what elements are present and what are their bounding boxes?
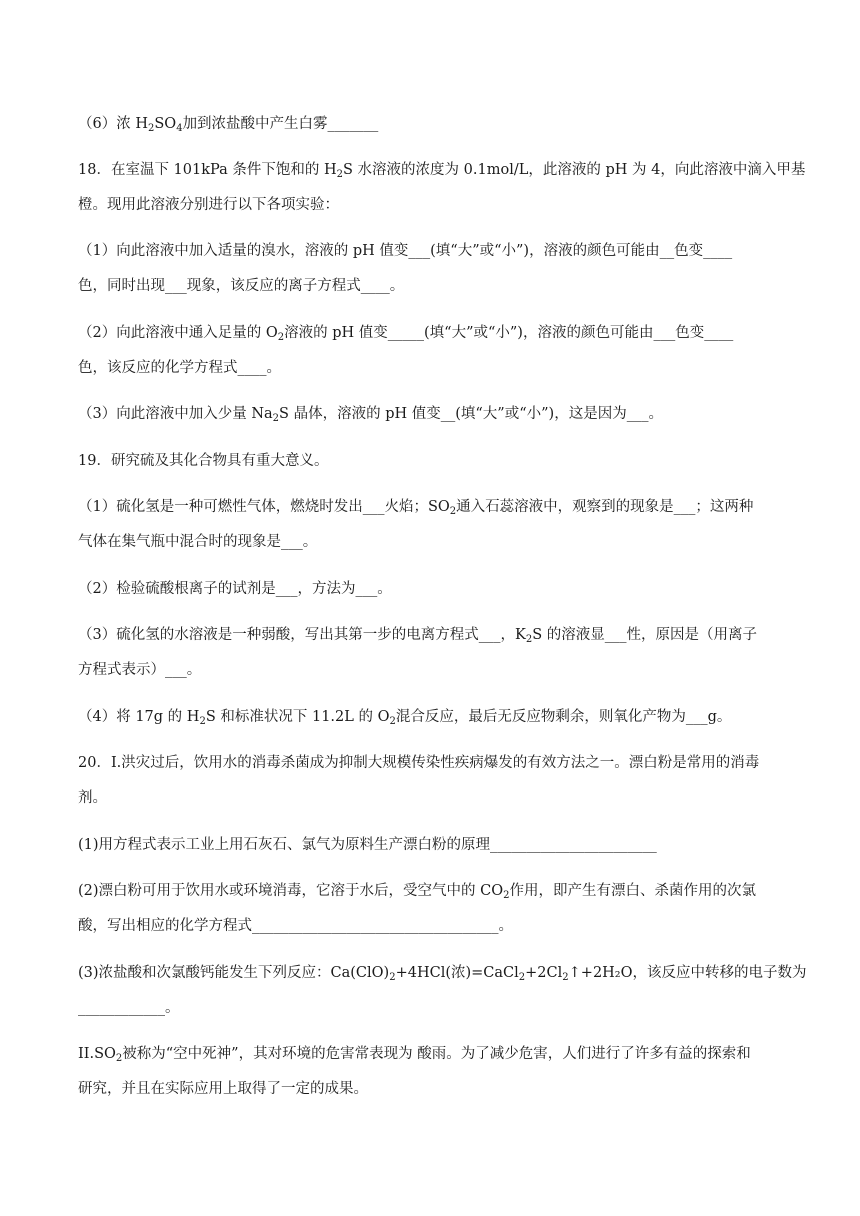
text: S 的溶液显___性，原因是（用离子 bbox=[532, 627, 757, 643]
text: +4HCl(浓)=CaCl bbox=[395, 965, 519, 981]
question-18-stem bbox=[78, 160, 805, 180]
subscript: 2 bbox=[449, 506, 457, 517]
text: 加到浓盐酸中产生白雾_______ bbox=[182, 116, 379, 132]
question-19-2: （2）检验硫酸根离子的试剂是___，方法为___。 bbox=[78, 581, 392, 597]
text: +2Cl bbox=[525, 965, 563, 981]
question-19-1-cont: 气体在集气瓶中混合时的现象是___。 bbox=[78, 534, 318, 550]
question-20-2 bbox=[78, 881, 756, 901]
subscript: 2 bbox=[272, 413, 280, 424]
question-19-stem: 19．研究硫及其化合物具有重大意义。 bbox=[78, 453, 329, 469]
question-19-3 bbox=[78, 625, 757, 645]
question-20-II bbox=[78, 1044, 751, 1064]
text: S 水溶液的浓度为 0.1mol/L，此溶液的 pH 为 4，向此溶液中滴入甲基 bbox=[343, 162, 806, 178]
subscript: 2 bbox=[389, 972, 396, 983]
text: (3)浓盐酸和次氯酸钙能发生下列反应：Ca(ClO) bbox=[78, 965, 390, 981]
question-18-stem-cont: 橙。现用此溶液分别进行以下各项实验： bbox=[78, 197, 339, 213]
subscript: 2 bbox=[389, 716, 396, 727]
question-19-3-cont: 方程式表示）___。 bbox=[78, 662, 202, 678]
subscript: 2 bbox=[336, 169, 344, 180]
text: SO bbox=[154, 116, 177, 132]
text: 被称为“空中死神”，其对环境的危害常表现为 酸雨。为了减少危害，人们进行了许多有益的探索和 bbox=[122, 1046, 751, 1062]
text: （1）硫化氢是一种可燃性气体，燃烧时发出___火焰；SO bbox=[78, 499, 450, 515]
question-18-1-cont: 色，同时出现___现象，该反应的离子方程式____。 bbox=[78, 278, 405, 294]
subscript: 2 bbox=[277, 332, 285, 343]
text: 作用，即产生有漂白、杀菌作用的次氯 bbox=[509, 883, 757, 899]
question-17-6 bbox=[78, 114, 378, 134]
text: （6）浓 H bbox=[78, 116, 148, 132]
question-18-1: （1）向此溶液中加入适量的溴水，溶液的 pH 值变___(填“大”或“小”)，溶液的颜色可能由__色变____ bbox=[78, 243, 733, 259]
question-18-2 bbox=[78, 323, 733, 343]
subscript: 2 bbox=[199, 716, 206, 727]
subscript: 2 bbox=[525, 634, 533, 645]
text: ↑+2H₂O，该反应中转移的电子数为 bbox=[568, 965, 807, 981]
text: (2)漂白粉可用于饮用水或环境消毒，它溶于水后，受空气中的 CO bbox=[78, 883, 504, 899]
question-20-stem-cont: 剂。 bbox=[78, 790, 107, 806]
question-20-3-cont: ____________。 bbox=[78, 1000, 180, 1016]
question-20-1: (1)用方程式表示工业上用石灰石、氯气为原料生产漂白粉的原理_______________________ bbox=[78, 837, 657, 853]
question-19-4 bbox=[78, 707, 731, 727]
text: 溶液的 pH 值变_____(填“大”或“小”)，溶液的颜色可能由___色变____ bbox=[284, 325, 734, 341]
question-20-II-cont: 研究，并且在实际应用上取得了一定的成果。 bbox=[78, 1081, 368, 1097]
subscript: 2 bbox=[503, 890, 510, 901]
text: （3）硫化氢的水溶液是一种弱酸，写出其第一步的电离方程式___，K bbox=[78, 627, 526, 643]
question-18-2-cont: 色，该反应的化学方程式____。 bbox=[78, 360, 281, 376]
question-18-3 bbox=[78, 404, 663, 424]
question-20-stem: 20．I.洪灾过后，饮用水的消毒杀菌成为抑制大规模传染性疾病爆发的有效方法之一。漂白粉是常用的消毒 bbox=[78, 755, 760, 771]
text: S 和标准状况下 11.2L 的 O bbox=[205, 709, 390, 725]
text: （2）向此溶液中通入足量的 O bbox=[78, 325, 278, 341]
subscript: 4 bbox=[176, 123, 183, 134]
text: 18．在室温下 101kPa 条件下饱和的 H bbox=[78, 162, 337, 178]
subscript: 2 bbox=[147, 123, 155, 134]
text: S 晶体，溶液的 pH 值变__(填“大”或“小”)，这是因为___。 bbox=[279, 406, 663, 422]
text: 混合反应，最后无反应物剩余，则氧化产物为___g。 bbox=[395, 709, 732, 725]
text: （4）将 17g 的 H bbox=[78, 709, 200, 725]
question-20-2-cont: 酸，写出相应的化学方程式__________________________________。 bbox=[78, 918, 513, 934]
text: 通入石蕊溶液中，观察到的现象是___；这两种 bbox=[456, 499, 754, 515]
subscript: 2 bbox=[562, 972, 569, 983]
question-19-1 bbox=[78, 497, 753, 517]
subscript: 2 bbox=[518, 972, 526, 983]
text: （3）向此溶液中加入少量 Na bbox=[78, 406, 273, 422]
text: II.SO bbox=[78, 1046, 116, 1062]
subscript: 2 bbox=[115, 1053, 123, 1064]
question-20-3 bbox=[78, 963, 807, 983]
